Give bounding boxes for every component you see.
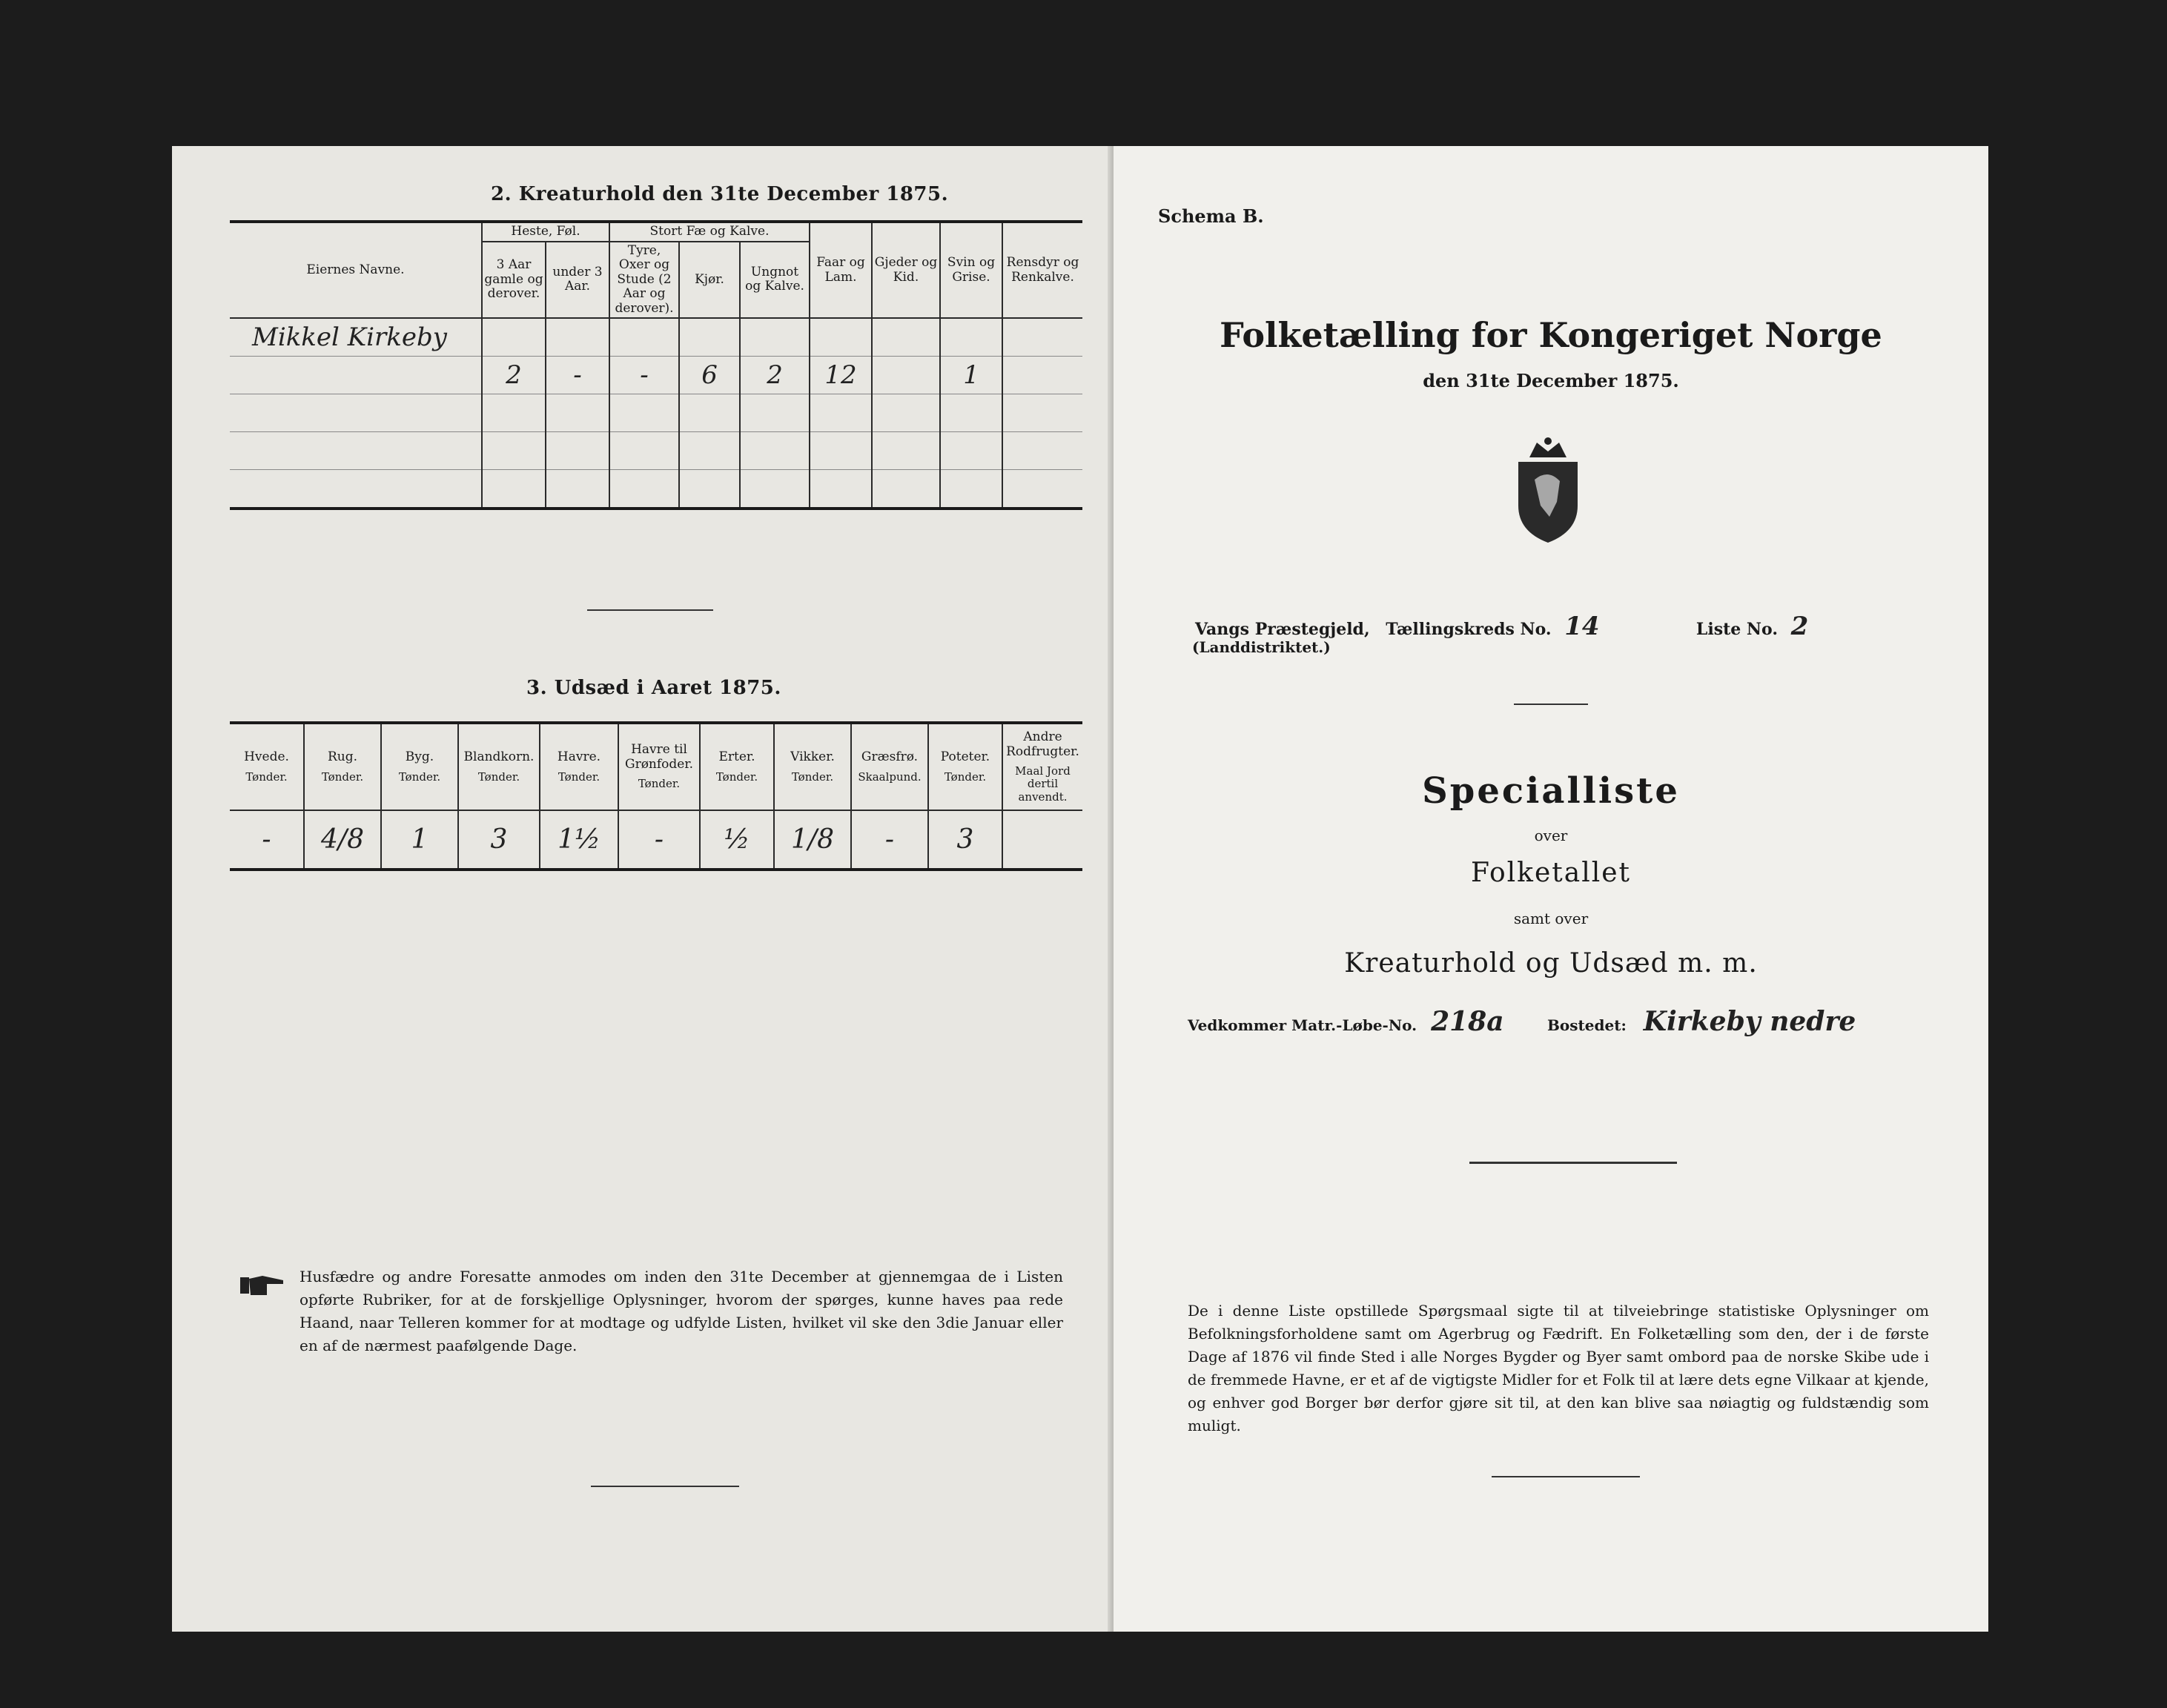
seed-table <box>230 721 1082 871</box>
livestock-cell-pigs <box>940 394 1002 432</box>
seed-header-cell <box>540 723 618 810</box>
seed-header-cell <box>381 723 458 810</box>
livestock-cell-horses_young: - <box>546 357 609 394</box>
parish-name: Vangs Præstegjeld, <box>1195 620 1370 639</box>
divider <box>1492 1476 1640 1477</box>
seed-value-cell: - <box>618 810 700 870</box>
seed-value-cell: 1½ <box>540 810 618 870</box>
livestock-cell-horses_old <box>482 470 546 509</box>
seed-header-unit: Tønder. <box>638 777 681 791</box>
livestock-table <box>230 220 1082 510</box>
seed-header-cell <box>928 723 1002 810</box>
seed-header-unit: Tønder. <box>791 769 834 784</box>
header-reindeer: Rensdyr og Renkalve. <box>1002 222 1082 318</box>
specialliste-title: Specialliste <box>1422 770 1680 812</box>
livestock-cell-pigs <box>940 470 1002 509</box>
seed-header-cell <box>458 723 540 810</box>
header-horses-young: under 3 Aar. <box>546 242 609 319</box>
livestock-cell-horses_old <box>482 318 546 357</box>
livestock-cell-horses_young <box>546 432 609 470</box>
folketallet-title: Folketallet <box>1470 858 1632 888</box>
livestock-cell-young <box>740 318 810 357</box>
seed-header-cell <box>700 723 774 810</box>
section2-title: 2. Kreaturhold den 31te December 1875. <box>491 183 949 205</box>
livestock-cell-owner <box>230 432 482 470</box>
header-cattle-bulls: Tyre, Oxer og Stude (2 Aar og derover). <box>609 242 679 319</box>
header-cattle: Stort Fæ og Kalve. <box>609 222 810 242</box>
livestock-cell-reindeer <box>1002 394 1082 432</box>
livestock-cell-owner <box>230 470 482 509</box>
header-sheep: Faar og Lam. <box>810 222 872 318</box>
seed-header-unit: Tønder. <box>398 769 441 784</box>
seed-value-cell: 1 <box>381 810 458 870</box>
seed-header-unit: Skaalpund. <box>858 769 922 784</box>
seed-header-name: Andre Rodfrugter. <box>1006 729 1079 759</box>
livestock-cell-young <box>740 470 810 509</box>
livestock-cell-reindeer <box>1002 318 1082 357</box>
divider <box>587 609 713 611</box>
seed-header-unit: Tønder. <box>558 769 601 784</box>
livestock-cell-horses_young <box>546 318 609 357</box>
seed-header-name: Græsfrø. <box>861 749 919 765</box>
seed-header-name: Erter. <box>718 749 755 765</box>
liste-label: Liste No. <box>1695 620 1778 639</box>
seed-value-cell: 4/8 <box>304 810 381 870</box>
seed-header-cell <box>851 723 928 810</box>
kreaturhold-title: Kreaturhold og Udsæd m. m. <box>1344 948 1758 979</box>
matr-label: Vedkommer Matr.-Løbe-No. <box>1188 1016 1417 1034</box>
seed-header-name: Havre. <box>557 749 601 765</box>
coat-of-arms-icon <box>1511 435 1585 549</box>
livestock-cell-owner: Mikkel Kirkeby <box>230 318 482 357</box>
livestock-cell-cows <box>679 394 740 432</box>
seed-header-name: Vikker. <box>790 749 835 765</box>
matr-line <box>1188 1006 1856 1037</box>
seed-header-name: Rug. <box>327 749 358 765</box>
divider <box>1469 1162 1677 1164</box>
livestock-cell-young <box>740 394 810 432</box>
seed-header-name: Havre til Grønfoder. <box>624 742 694 772</box>
table-row <box>230 432 1082 470</box>
left-page <box>172 146 1114 1632</box>
district-label: (Landdistriktet.) <box>1192 638 1331 656</box>
seed-value-cell: - <box>230 810 304 870</box>
livestock-cell-cows: 6 <box>679 357 740 394</box>
date-line: den 31te December 1875. <box>1423 370 1679 391</box>
seed-header-cell <box>1002 723 1082 810</box>
header-pigs: Svin og Grise. <box>940 222 1002 318</box>
livestock-cell-horses_old <box>482 432 546 470</box>
liste-value: 2 <box>1790 612 1809 641</box>
notice-text: Husfædre og andre Foresatte anmodes om inden den 31te December at gjennemgaa de i Listen opførte Rubriker, for at de forskjellige Oplysninger, hvorom der spørges, kunne haves paa rede Haand, naar Telleren kommer for at modtage og udfylde Listen, hvilket vil ske den 3die Januar eller en af de nærmest paafølgende Dage. <box>300 1268 1063 1354</box>
livestock-cell-bulls <box>609 394 679 432</box>
seed-header-unit: Maal Jord dertil anvendt. <box>1015 764 1071 804</box>
livestock-cell-owner <box>230 357 482 394</box>
livestock-cell-horses_young <box>546 394 609 432</box>
livestock-cell-reindeer <box>1002 357 1082 394</box>
seed-value-cell: ½ <box>700 810 774 870</box>
seed-value-cell: 3 <box>928 810 1002 870</box>
seed-header-cell <box>230 723 304 810</box>
livestock-cell-goats <box>872 318 940 357</box>
livestock-cell-sheep <box>810 432 872 470</box>
kreds-value: 14 <box>1564 612 1600 641</box>
parish-label <box>1195 612 1808 641</box>
schema-label: Schema B. <box>1158 205 1264 227</box>
divider <box>1514 704 1588 705</box>
header-goats: Gjeder og Kid. <box>872 222 940 318</box>
livestock-cell-horses_old <box>482 394 546 432</box>
livestock-cell-reindeer <box>1002 432 1082 470</box>
seed-value-cell: 1/8 <box>774 810 851 870</box>
seed-value-cell: 3 <box>458 810 540 870</box>
table-row <box>230 318 1082 357</box>
livestock-cell-bulls <box>609 318 679 357</box>
header-cattle-young: Ungnot og Kalve. <box>740 242 810 319</box>
livestock-cell-goats <box>872 470 940 509</box>
livestock-cell-sheep <box>810 318 872 357</box>
livestock-cell-young <box>740 432 810 470</box>
seed-header-name: Blandkorn. <box>463 749 535 765</box>
table-row <box>230 357 1082 394</box>
divider <box>591 1486 739 1487</box>
kreds-label: Tællingskreds No. <box>1386 620 1552 639</box>
seed-header-unit: Tønder. <box>477 769 520 784</box>
livestock-cell-bulls <box>609 432 679 470</box>
livestock-cell-goats <box>872 357 940 394</box>
livestock-cell-young: 2 <box>740 357 810 394</box>
livestock-cell-cows <box>679 470 740 509</box>
seed-header-cell <box>774 723 851 810</box>
seed-value-cell: - <box>851 810 928 870</box>
right-page <box>1114 146 1988 1632</box>
livestock-cell-bulls: - <box>609 357 679 394</box>
pointing-hand-icon <box>240 1273 285 1301</box>
seed-header-cell <box>618 723 700 810</box>
section3-title: 3. Udsæd i Aaret 1875. <box>526 677 781 699</box>
livestock-cell-horses_young <box>546 470 609 509</box>
seed-header-unit: Tønder. <box>715 769 758 784</box>
header-owner: Eiernes Navne. <box>230 222 482 318</box>
livestock-cell-pigs: 1 <box>940 357 1002 394</box>
livestock-cell-cows <box>679 318 740 357</box>
seed-header-name: Byg. <box>405 749 434 765</box>
bosted-label: Bostedet: <box>1547 1016 1627 1034</box>
livestock-cell-goats <box>872 394 940 432</box>
table-row <box>230 470 1082 509</box>
seed-header-unit: Tønder. <box>321 769 364 784</box>
livestock-cell-owner <box>230 394 482 432</box>
over-text: over <box>1534 827 1568 844</box>
livestock-cell-pigs <box>940 432 1002 470</box>
livestock-cell-bulls <box>609 470 679 509</box>
header-cattle-cows: Kjør. <box>679 242 740 319</box>
livestock-cell-reindeer <box>1002 470 1082 509</box>
seed-value-cell <box>1002 810 1082 870</box>
seed-header-unit: Tønder. <box>245 769 288 784</box>
table-row <box>230 394 1082 432</box>
livestock-cell-pigs <box>940 318 1002 357</box>
seed-header-name: Hvede. <box>244 749 289 765</box>
bosted-value: Kirkeby nedre <box>1643 1006 1856 1037</box>
livestock-cell-cows <box>679 432 740 470</box>
livestock-cell-goats <box>872 432 940 470</box>
samt-over-text: samt over <box>1513 910 1589 927</box>
livestock-cell-horses_old: 2 <box>482 357 546 394</box>
seed-header-unit: Tønder. <box>944 769 987 784</box>
matr-value: 218a <box>1431 1006 1504 1037</box>
census-sheet <box>172 146 1988 1632</box>
seed-header-name: Poteter. <box>940 749 990 765</box>
header-horses-old: 3 Aar gamle og derover. <box>482 242 546 319</box>
main-title: Folketælling for Kongeriget Norge <box>1220 315 1882 355</box>
livestock-cell-sheep <box>810 394 872 432</box>
livestock-cell-sheep: 12 <box>810 357 872 394</box>
livestock-cell-sheep <box>810 470 872 509</box>
seed-header-cell <box>304 723 381 810</box>
header-horses: Heste, Føl. <box>482 222 609 242</box>
explanation-paragraph: De i denne Liste opstillede Spørgsmaal sigte til at tilveiebringe statistiske Oplysninger om Befolkningsforholdene samt om Agerbrug og Fædrift. En Folketælling som den, der i de første Dage af 1876 vil finde Sted i alle Norges Bygder og Byer samt ombord paa de norske Skibe ude i de fremmede Havne, er et af de vigtigste Midler for et Folk til at lære dets egne Vilkaar at kjende, og enhver god Borger bør derfor gjøre sit til, at den kan blive saa nøiagtig og fuldstændig som muligt. <box>1188 1302 1929 1434</box>
